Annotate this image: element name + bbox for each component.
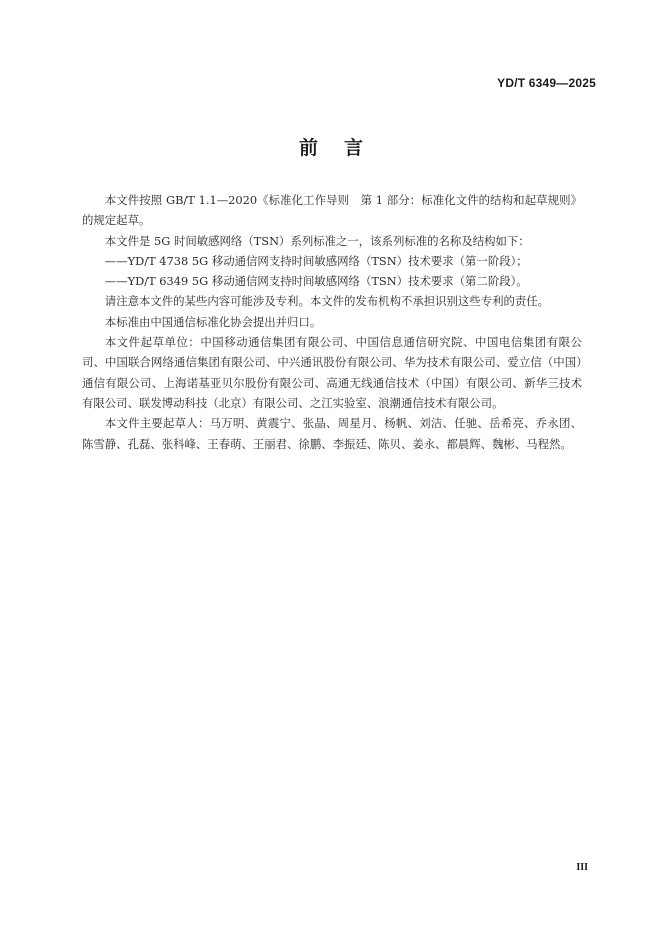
section-title: 前言 xyxy=(298,137,389,159)
paragraph-proposer: 本标准由中国通信标准化协会提出并归口。 xyxy=(104,314,322,329)
paragraph-drafting-units: 本文件起草单位：中国移动通信集团有限公司、中国信息通信研究院、中国电信集团有限公司、中国联合网络通信集团有限公司、中兴通讯股份有限公司、华为技术有限公司、爱立信（中国）通信有限公司、上海诺基亚贝尔股份有限公司、高通无线通信技术（中国）有限公司、新华三技术有限公司、联发博动科技（北京）有限公司、之江实验室、浪潮通信技术有限公司。 xyxy=(82,335,582,410)
paragraph-series-intro: 本文件是 5G 时间敏感网络（TSN）系列标准之一，该系列标准的名称及结构如下： xyxy=(104,233,530,248)
paragraph-patent-notice: 请注意本文件的某些内容可能涉及专利。本文件的发布机构不承担识别这些专利的责任。 xyxy=(104,294,550,309)
document-number: YD/T 6349—2025 xyxy=(497,76,596,90)
document-body xyxy=(82,190,582,454)
page-number: III xyxy=(576,862,588,873)
paragraph-drafters: 本文件主要起草人：马万明、黄震宁、张晶、周星月、杨帆、刘洁、任驰、岳希亮、乔永团、陈雪静、孔磊、张科峰、王春萌、王丽君、徐鹏、李振廷、陈贝、姜永、都晨辉、魏彬、马程然。 xyxy=(82,416,582,451)
paragraph-series-part-1: ——YD/T 4738 5G 移动通信网支持时间敏感网络（TSN）技术要求（第一阶段）； xyxy=(104,253,528,268)
paragraph-series-part-2: ——YD/T 6349 5G 移动通信网支持时间敏感网络（TSN）技术要求（第二阶段）。 xyxy=(104,274,528,289)
paragraph-drafting-rules: 本文件按照 GB/T 1.1—2020《标准化工作导则 第 1 部分：标准化文件的结构和起草规则》的规定起草。 xyxy=(82,193,582,228)
